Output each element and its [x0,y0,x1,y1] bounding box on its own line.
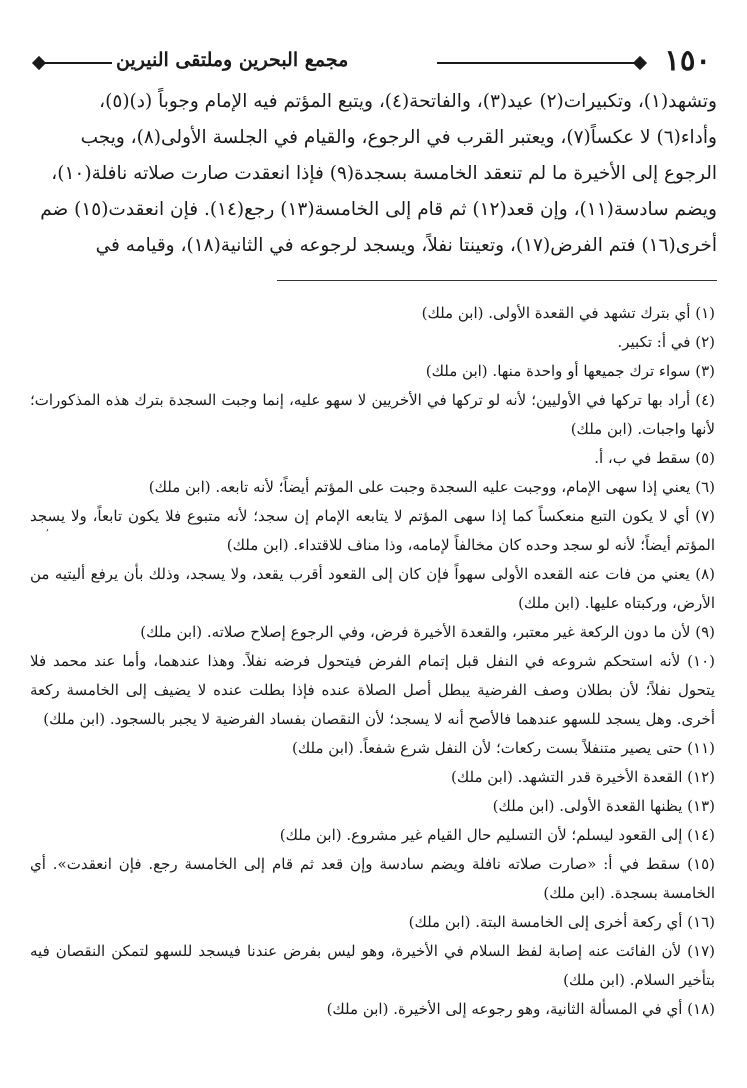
footnote-8: (٨) يعني من فات عنه القعده الأولى سهواً فإن كان إلى القعود أقرب يقعد، ولا يسجد، وذلك بأن يرفع أليتيه من الأرض، وركبتاه عليها. (ابن ملك) [30,565,715,612]
footnote-13: (١٣) يظنها القعدة الأولى. (ابن ملك) [492,797,715,815]
footnote-7: (٧) أي لا يكون التبع منعكساً كما إذا سهى المؤتم لا يتابعه الإمام إن سجد؛ لأنه متبوع فلا يكون تابعاً، ولا يسجد المؤتم أيضاً؛ لأنه لو سجد وحده كان مخالفاً لإمامه، وذا مناف للاقتداء. (ابن ملك) [30,507,715,554]
page-header [30,40,717,80]
main-text [30,84,717,264]
main-line: أخرى(١٦) فتم الفرض(١٧)، وتعينتا نفلاً، ويسجد لرجوعه في الثانية(١٨)، وقيامه في [95,235,717,256]
footnote-9: (٩) لأن ما دون الركعة غير معتبر، والقعدة الأخيرة فرض، وفي الرجوع إصلاح صلاته. (ابن ملك) [140,623,715,641]
footnote-6: (٦) يعني إذا سهى الإمام، ووجبت عليه السجدة وجبت على المؤتم أيضاً؛ لأنه تابعه. (ابن ملك) [148,478,715,496]
footnote-1: (١) أي بترك تشهد في القعدة الأولى. (ابن ملك) [421,304,715,322]
main-line: وأداء(٦) لا عكساً(٧)، ويعتبر القرب في الرجوع، والقيام في الجلسة الأولى(٨)، ويجب [80,127,717,148]
document-page [30,40,717,1024]
main-line: وتشهد(١)، وتكبيرات(٢) عيد(٣)، والفاتحة(٤)، ويتبع المؤتم فيه الإمام وجوباً (د)(٥)، [99,91,717,112]
footnote-14: (١٤) إلى القعود ليسلم؛ لأن التسليم حال القيام غير مشروع. (ابن ملك) [279,826,715,844]
footnote-15: (١٥) سقط في أ: «صارت صلاته نافلة ويضم سادسة وإن قعد ثم قام إلى الخامسة رجع. فإن انعقدت». أي الخامسة بسجدة. (ابن ملك) [30,855,715,902]
footnote-4: (٤) أراد بها تركها في الأوليين؛ لأنه لو تركها في الأخريين لا سهو عليه، إنما وجبت السجدة بترك هذه المذكورات؛ لأنها واجبات. (ابن ملك) [30,391,715,438]
page-number: ١٥٠ [664,43,711,77]
footnote-16: (١٦) أي ركعة أخرى إلى الخامسة البتة. (ابن ملك) [408,913,715,931]
footnote-separator [277,280,717,281]
footnote-11: (١١) حتى يصير متنفلاً بست ركعات؛ لأن النفل شرع شفعاً. (ابن ملك) [292,739,715,757]
main-line: ويضم سادسة(١١)، وإن قعد(١٢) ثم قام إلى الخامسة(١٣) رجع(١٤). فإن انعقدت(١٥) ضم [40,199,717,220]
footnote-5: (٥) سقط في ب، أ. [594,449,715,467]
footnote-2: (٢) في أ: تكبير. [617,333,715,351]
footnote-10: (١٠) لأنه استحكم شروعه في النفل قبل إتمام الفرض فيتحول فرضه نفلاً. وهذا عندهما، وأما عند محمد فلا يتحول نفلاً؛ لأن بطلان وصف الفرضية يبطل أصل الصلاة عنده فإذا بطلت عنده لا يضيف إلى الخامسة ركعة أخرى. وهل يسجد للسهو عندهما فالأصح أنه لا يسجد؛ لأن النقصان بفساد الفرضية لا يجبر بالسجود. (ابن ملك) [30,652,715,728]
header-rule-right [437,62,637,64]
footnote-3: (٣) سواء ترك جميعها أو واحدة منها. (ابن ملك) [425,362,715,380]
running-title: مجمع البحرين وملتقى النيرين [116,49,349,71]
footnotes [30,299,717,1024]
footnote-17: (١٧) لأن الفائت عنه إصابة لفظ السلام في الأخيرة، وهو ليس بفرض عندنا فيسجد للسهو لتمكن النقصان فيه بتأخير السلام. (ابن ملك) [30,942,715,989]
footnote-12: (١٢) القعدة الأخيرة قدر التشهد. (ابن ملك) [451,768,715,786]
header-rule-left [42,62,112,64]
footnote-18: (١٨) أي في المسألة الثانية، وهو رجوعه إلى الأخيرة. (ابن ملك) [326,1000,715,1018]
diamond-ornament-left [32,56,46,70]
main-line: الرجوع إلى الأخيرة ما لم تنعقد الخامسة بسجدة(٩) فإذا انعقدت صارت صلاته نافلة(١٠)، [51,163,717,184]
stray-ink-mark: , [46,522,50,533]
